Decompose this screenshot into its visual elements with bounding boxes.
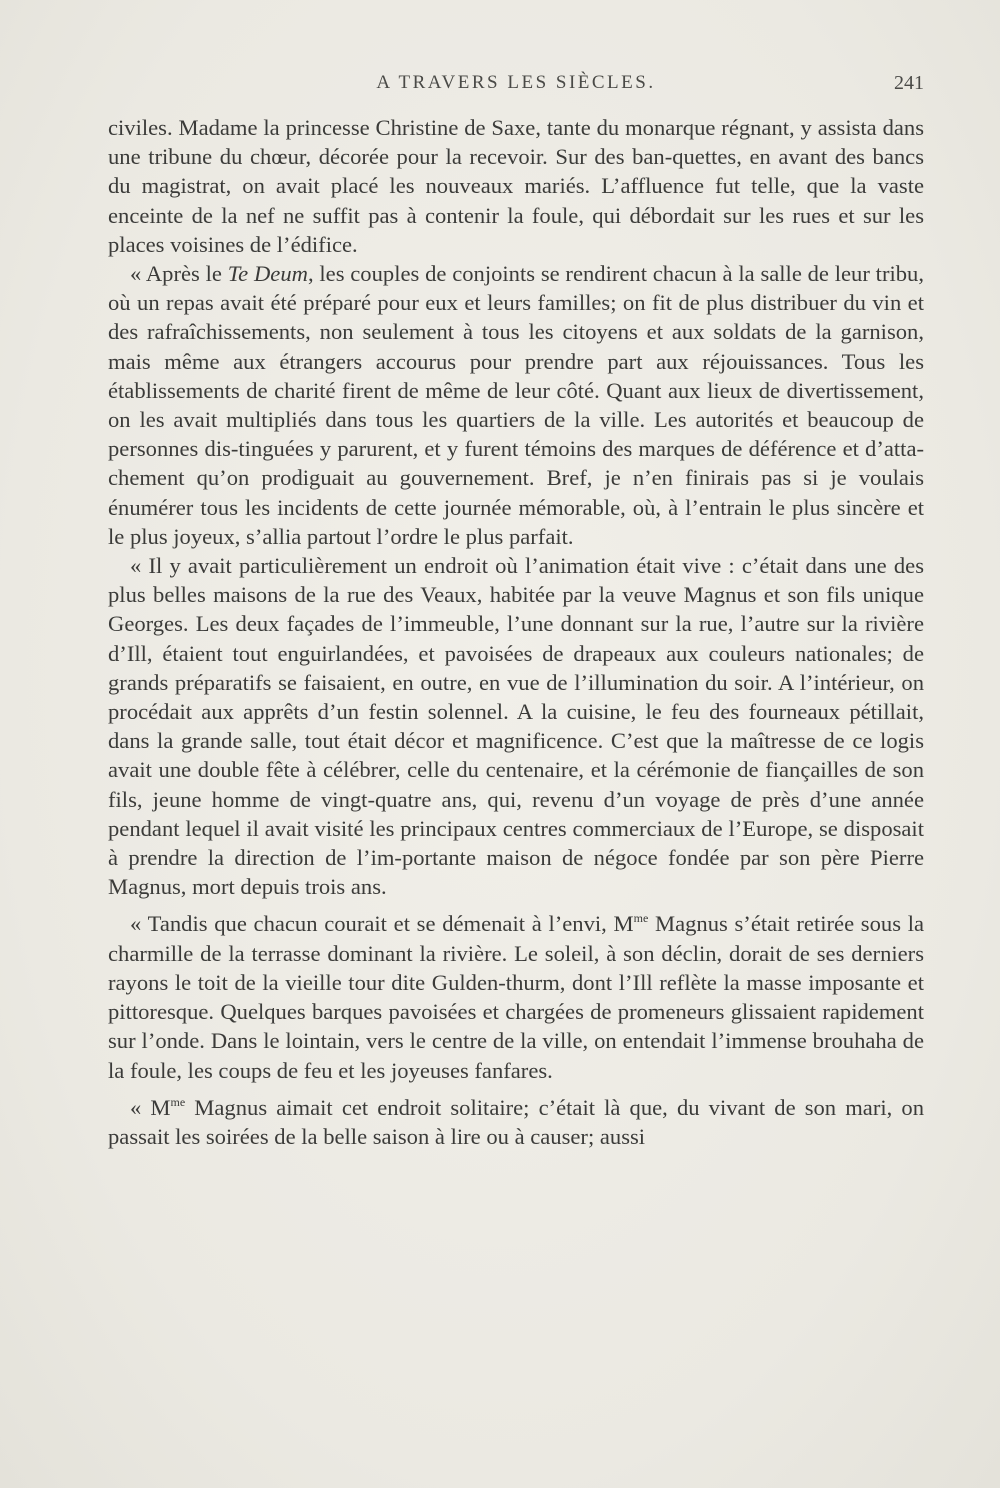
paragraph-5-start: « M	[130, 1094, 171, 1120]
paragraph-4	[108, 909, 924, 1084]
running-head	[108, 72, 924, 102]
paragraph-2-start: « Après le	[130, 261, 228, 287]
running-title: A TRAVERS LES SIÈCLES.	[376, 72, 656, 93]
paragraph-4-rest: Magnus s’était retirée sous la charmille de la terrasse dominant la rivière. Le soleil, à son déclin, dorait de ses derniers rayons le toit de la vieille tour dite Gulden-thurm, dont l’Ill reflète la masse imposante et pittoresque. Quelques barques pavoisées et chargées de promeneurs glissaient rapidement sur l’onde. Dans le lointain, vers le centre de la ville, on entendait l’immense brouhaha de la foule, les coups de feu et les joyeuses fanfares.	[108, 911, 924, 1083]
paragraph-2	[108, 259, 924, 551]
madame-abbrev-superscript: me	[633, 911, 649, 926]
paragraph-5	[108, 1093, 924, 1151]
paragraph-3: « Il y avait particulièrement un endroit où l’animation était vive : c’était dans une des plus belles maisons de la rue des Veaux, habitée par la veuve Magnus et son fils unique Georges. Les deux façades de l’immeuble, l’une donnant sur la rue, l’autre sur la rivière d’Ill, étaient tout enguirlandées, et pavoisées de drapeaux aux couleurs nationales; de grands préparatifs se faisaient, en outre, en vue de l’illumination du soir. A l’intérieur, on procédait aux apprêts d’un festin solennel. A la cuisine, le feu des fourneaux pétillait, dans la grande salle, tout était décor et magnificence. C’est que la maîtresse de ce logis avait une double fête à célébrer, celle du centenaire, et la cérémonie de fiançailles de son fils, jeune homme de vingt-quatre ans, qui, revenu d’un voyage de près d’une année pendant lequel il avait visité les principaux centres commerciaux de l’Europe, se disposait à prendre la direction de l’im-portante maison de négoce fondée par son père Pierre Magnus, mort depuis trois ans.	[108, 553, 924, 900]
madame-abbrev-superscript-2: me	[170, 1094, 186, 1109]
paragraph-4-start: « Tandis que chacun courait et se démenait à l’envi, M	[130, 911, 634, 937]
te-deum-italic: Te Deum	[227, 261, 308, 287]
page-number: 241	[894, 72, 924, 94]
body-text	[108, 113, 924, 1151]
paragraph-5-rest: Magnus aimait cet endroit solitaire; c’était là que, du vivant de son mari, on passait les soirées de la belle saison à lire ou à causer; aussi	[108, 1094, 924, 1149]
paragraph-2-rest: , les couples de conjoints se rendirent chacun à la salle de leur tribu, où un repas avait été préparé pour eux et leurs familles; on fit de plus distribuer du vin et des rafraîchissements, non seulement à tous les citoyens et aux soldats de la garnison, mais même aux étrangers accourus pour prendre part aux réjouissances. Tous les établissements de charité firent de même de leur côté. Quant aux lieux de divertissement, on les avait multipliés dans tous les quartiers de la ville. Les autorités et beaucoup de personnes dis-tinguées y parurent, et y furent témoins des marques de déférence et d’atta-chement qu’on prodiguait au gouvernement. Bref, je n’en finirais pas si je voulais énumérer tous les incidents de cette journée mémorable, où, à l’entrain le plus sincère et le plus joyeux, s’allia partout l’ordre le plus parfait.	[108, 261, 924, 549]
paragraph-1: civiles. Madame la princesse Christine de Saxe, tante du monarque régnant, y assista dans une tribune du chœur, décorée pour la recevoir. Sur des ban-quettes, en avant des bancs du magistrat, on avait placé les nouveaux mariés. L’affluence fut telle, que la vaste enceinte de la nef ne suffit pas à contenir la foule, qui débordait sur les rues et sur les places voisines de l’édifice.	[108, 115, 924, 257]
